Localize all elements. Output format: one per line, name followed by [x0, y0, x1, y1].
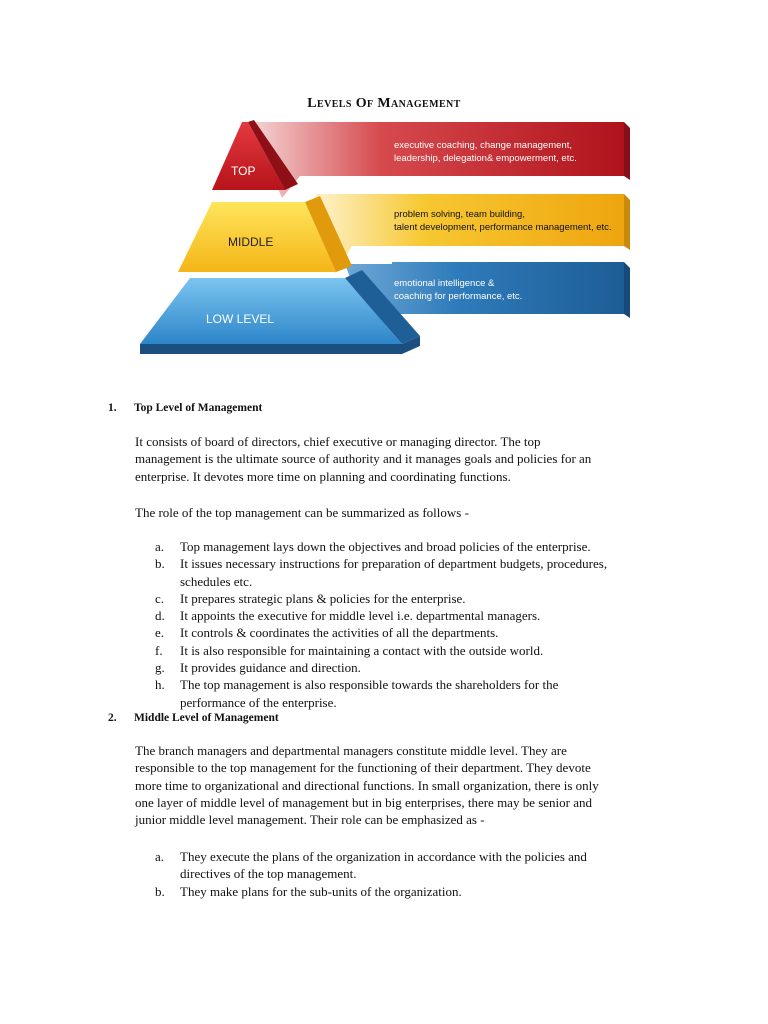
page-title: Levels Of Management	[307, 96, 461, 111]
top-level-label: TOP	[231, 164, 256, 178]
low-band-text: emotional intelligence & coaching for performance, etc.	[394, 278, 523, 302]
section-2-paragraph: The branch managers and departmental managers constitute middle level. They are responsible to the top management for the functioning of their department. They devote more time to organizational and directional functions. In small organization, there is only one layer of middle level of management but in big enterprises, there may be senior and junior middle level management. Their role can be emphasized as -	[135, 743, 599, 828]
list-item: f. It is also responsible for maintaining a contact with the outside world.	[155, 642, 544, 658]
section-1-intro: The role of the top management can be summarized as follows -	[135, 505, 469, 520]
section-1-paragraph: It consists of board of directors, chief executive or managing director. The top management is the ultimate source of authority and it manages goals and policies for an enterprise. It devotes more time on planning and coordinating functions.	[135, 434, 592, 484]
middle-level-label: MIDDLE	[228, 235, 274, 249]
middle-band-text: problem solving, team building, talent development, performance management, etc.	[394, 209, 612, 233]
section-2-list	[155, 848, 715, 900]
list-item: g. It provides guidance and direction.	[155, 660, 361, 676]
list-item: h. The top management is also responsible towards the shareholders for the performance of the enterprise.	[155, 677, 559, 710]
list-item: e. It controls & coordinates the activities of all the departments.	[155, 625, 499, 641]
section-heading-top-level: 1. Top Level of Management	[108, 402, 263, 414]
list-item: d. It appoints the executive for middle level i.e. departmental managers.	[155, 608, 541, 624]
list-item: b. It issues necessary instructions for preparation of department budgets, procedures, schedules etc.	[155, 556, 608, 589]
list-item: a. Top management lays down the objectives and broad policies of the enterprise.	[155, 539, 591, 554]
management-pyramid-diagram	[140, 118, 630, 364]
low-level-label: LOW LEVEL	[206, 312, 275, 326]
list-item: c. It prepares strategic plans & policies for the enterprise.	[155, 590, 466, 606]
section-1-list	[155, 538, 715, 711]
top-band-text: executive coaching, change management, leadership, delegation& empowerment, etc.	[394, 140, 577, 164]
list-item: b. They make plans for the sub-units of the organization.	[155, 883, 462, 899]
section-heading-middle-level: 2. Middle Level of Management	[108, 712, 279, 724]
list-item: a. They execute the plans of the organization in accordance with the policies and directives of the top management.	[155, 849, 587, 882]
